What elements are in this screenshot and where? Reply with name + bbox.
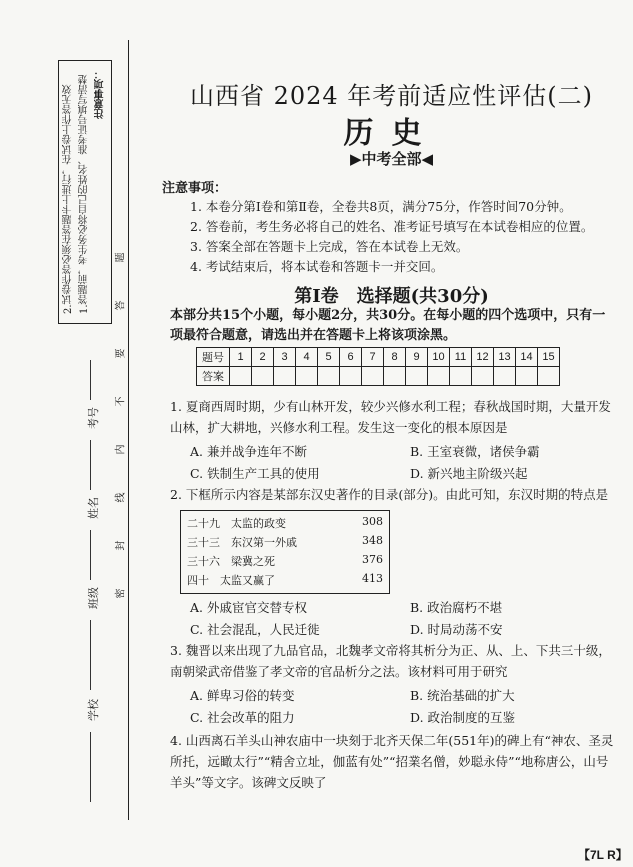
question-number-cell: 1 [230, 348, 252, 367]
margin-notice-line: 1.答题前，考生务必将自己的姓名、准考证号填写清楚 [79, 74, 90, 314]
answer-cell[interactable] [516, 367, 538, 386]
binding-line [128, 40, 129, 820]
answer-table-number-row [197, 348, 560, 367]
answer-cell[interactable] [428, 367, 450, 386]
question-number-cell: 14 [516, 348, 538, 367]
answer-cell[interactable] [538, 367, 560, 386]
answer-cell[interactable] [406, 367, 428, 386]
question-number-cell: 5 [318, 348, 340, 367]
answer-cell[interactable] [384, 367, 406, 386]
question-number-cell: 10 [428, 348, 450, 367]
answer-cell[interactable] [472, 367, 494, 386]
answer-cell[interactable] [274, 367, 296, 386]
toc-page: 413 [362, 572, 383, 585]
toc-row [187, 515, 385, 535]
exam-tag: ▶中考全部◀ [349, 150, 434, 168]
toc-row [187, 534, 385, 554]
answer-table-label: 答案 [197, 367, 230, 386]
q2-option-a: A. 外戚宦官交替专权 [190, 600, 307, 615]
toc-chapter: 二十九 太监的政变 [187, 517, 286, 530]
question-number-cell: 15 [538, 348, 560, 367]
question-number-cell: 3 [274, 348, 296, 367]
q3-option-b: B. 统治基础的扩大 [410, 688, 515, 703]
q1-option-b: B. 王室衰微，诸侯争霸 [410, 444, 540, 459]
question-1-stem: 1. 夏商西周时期，少有山林开发，较少兴修水利工程；春秋战国时期，大量开发山林，扩大耕地，兴修水利工程。发生这一变化的根本原因是 [170, 399, 611, 435]
seal-word: 线 [115, 492, 127, 503]
q2-option-b: B. 政治腐朽不堪 [410, 600, 503, 615]
q2-option-d: D. 时局动荡不安 [410, 622, 503, 637]
exam-title: 山西省 2024 年考前适应性评估(二) [189, 82, 594, 110]
note-item: 1. 本卷分第Ⅰ卷和第Ⅱ卷，全卷共8页，满分75分，作答时间70分钟。 [190, 199, 572, 214]
toc-chapter: 三十六 梁冀之死 [187, 555, 275, 568]
page-badge: 【7L R】 [578, 848, 628, 862]
question-number-cell: 7 [362, 348, 384, 367]
q1-option-d: D. 新兴地主阶级兴起 [410, 466, 528, 481]
seal-word: 答 [115, 300, 127, 311]
question-3-stem: 3. 魏晋以来出现了九品官品，北魏孝文帝将其析分为正、从、上、下共三十级，南朝梁武帝借鉴了孝文帝的官品析分之法。该材料可用于研究 [170, 643, 611, 679]
question-number-cell: 13 [494, 348, 516, 367]
question-2-stem: 2. 下框所示内容是某部东汉史著作的目录(部分)。由此可知，东汉时期的特点是 [170, 487, 609, 502]
field-line [90, 530, 91, 580]
seal-word: 不 [115, 396, 127, 407]
toc-chapter: 四十 太监又赢了 [187, 574, 275, 587]
answer-cell[interactable] [252, 367, 274, 386]
margin-notice-box [58, 60, 112, 324]
question-4-stem: 4. 山西离石羊头山神农庙中一块刻于北齐天保二年(551年)的碑上有“神农、圣灵所托，远瞰太行”“精舍立址，伽蓝有处”“招業名僧，妙聪永侍”“地称唐公，山号羊头”等文字。该碑文反映了 [170, 733, 614, 790]
toc-box [180, 510, 390, 594]
toc-row [187, 553, 385, 573]
q1-option-a: A. 兼并战争连年不断 [190, 444, 307, 459]
answer-cell[interactable] [318, 367, 340, 386]
section-title: 第Ⅰ卷 选择题(共30分) [294, 286, 489, 307]
question-number-cell: 8 [384, 348, 406, 367]
q2-option-c: C. 社会混乱，人民迁徙 [190, 622, 320, 637]
note-item: 4. 考试结束后，将本试卷和答题卡一并交回。 [190, 259, 444, 274]
field-name: 姓名 [87, 497, 100, 519]
toc-row [187, 572, 385, 592]
notes-heading: 注意事项： [162, 181, 228, 196]
margin-notice-line: 2.试卷作答必须在答题卡上进行，在试卷上作答无效 [63, 84, 74, 314]
seal-word: 题 [115, 252, 127, 263]
field-line [90, 732, 91, 802]
answer-cell[interactable] [362, 367, 384, 386]
field-line [90, 440, 91, 490]
question-number-cell: 11 [450, 348, 472, 367]
field-school: 学校 [87, 699, 100, 721]
q1-option-c: C. 铁制生产工具的使用 [190, 466, 320, 481]
field-line [90, 360, 91, 400]
q3-option-a: A. 鲜卑习俗的转变 [190, 688, 295, 703]
seal-word: 内 [115, 444, 127, 455]
note-item: 2. 答卷前，考生务必将自己的姓名、准考证号填写在本试卷相应的位置。 [190, 219, 594, 234]
question-number-cell: 12 [472, 348, 494, 367]
seal-word: 封 [115, 540, 127, 551]
answer-cell[interactable] [494, 367, 516, 386]
subject-title: 历史 [343, 116, 440, 151]
section-intro: 本部分共15个小题，每小题2分，共30分。在每小题的四个选项中，只有一项最符合题意，请选出并在答题卡上将该项涂黑。 [170, 308, 606, 343]
toc-page: 376 [362, 553, 383, 566]
answer-table-label: 题号 [197, 348, 230, 367]
field-exam-number: 考号 [87, 407, 100, 429]
seal-word: 密 [115, 588, 127, 599]
margin-notice-title: 注意事项： [95, 69, 106, 119]
answer-cell[interactable] [296, 367, 318, 386]
toc-page: 308 [362, 515, 383, 528]
note-item: 3. 答案全部在答题卡上完成，答在本试卷上无效。 [190, 239, 469, 254]
field-class: 班级 [87, 587, 100, 609]
field-line [90, 620, 91, 690]
toc-page: 348 [362, 534, 383, 547]
q3-option-c: C. 社会改革的阻力 [190, 710, 295, 725]
question-number-cell: 2 [252, 348, 274, 367]
answer-cell[interactable] [450, 367, 472, 386]
q3-option-d: D. 政治制度的互鉴 [410, 710, 516, 725]
question-number-cell: 4 [296, 348, 318, 367]
answer-cell[interactable] [230, 367, 252, 386]
toc-chapter: 三十三 东汉第一外戚 [187, 536, 297, 549]
question-number-cell: 9 [406, 348, 428, 367]
answer-cell[interactable] [340, 367, 362, 386]
binding-margin [0, 0, 150, 867]
question-number-cell: 6 [340, 348, 362, 367]
seal-word: 要 [115, 348, 127, 359]
answer-table-answer-row [197, 367, 560, 386]
answer-table [196, 347, 560, 386]
